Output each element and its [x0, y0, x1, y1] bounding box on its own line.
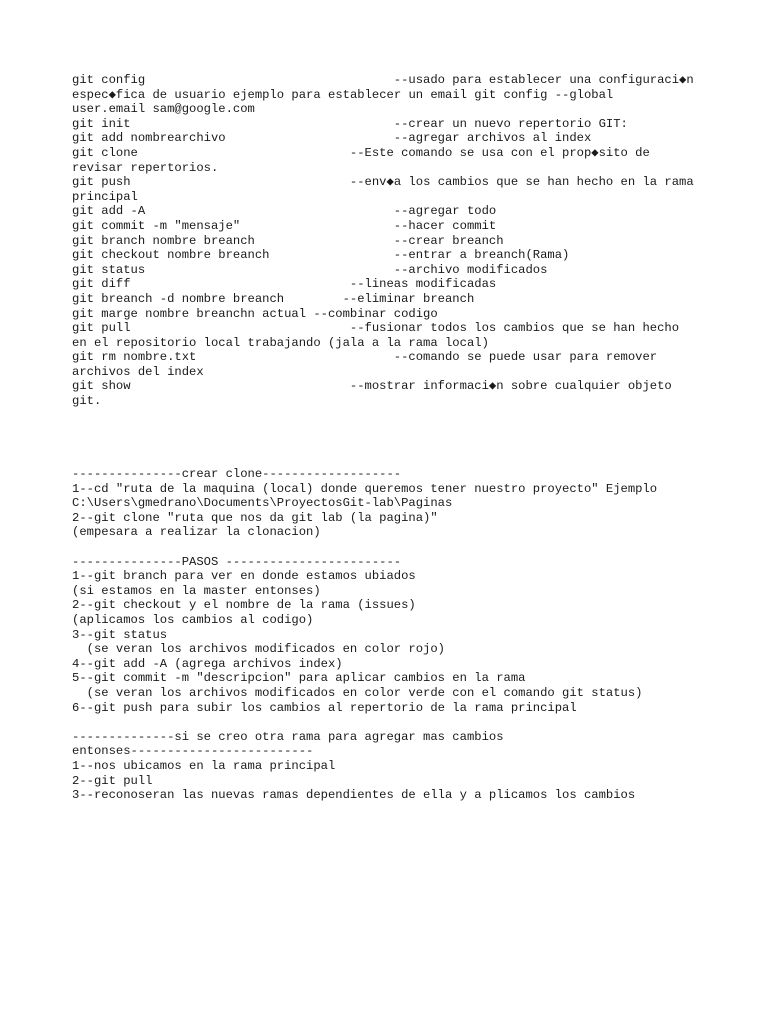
text-line: (si estamos en la master entonses)	[72, 583, 321, 598]
text-line: user.email sam@google.com	[72, 102, 255, 117]
document-page	[72, 73, 762, 803]
text-line: espec◆fica de usuario ejemplo para establecer un email git config --global	[72, 87, 614, 102]
text-line: 3--git status	[72, 627, 168, 642]
section-heading-clone: ---------------crear clone-------------------	[72, 467, 402, 482]
text-line: git rm nombre.txt --comando se puede usar para remover	[72, 350, 658, 365]
blank-line	[72, 540, 762, 555]
text-line: principal	[72, 189, 138, 204]
text-line: git show --mostrar informaci◆n sobre cualquier objeto	[72, 379, 672, 394]
text-line: 2--git clone "ruta que nos da git lab (la pagina)"	[72, 510, 438, 525]
text-line: git marge nombre breanchn actual --combinar codigo	[72, 306, 438, 321]
blank-line	[72, 423, 762, 438]
text-line: git status --archivo modificados	[72, 262, 548, 277]
text-line: git diff --lineas modificadas	[72, 277, 497, 292]
text-line: git.	[72, 394, 102, 409]
text-line: 5--git commit -m "descripcion" para aplicar cambios en la rama	[72, 671, 526, 686]
text-line: C:\Users\gmedrano\Documents\ProyectosGit-lab\Paginas	[72, 496, 453, 511]
text-line: git push --env◆a los cambios que se han hecho en la rama	[72, 175, 694, 190]
text-line: 2--git checkout y el nombre de la rama (issues)	[72, 598, 416, 613]
text-line: archivos del index	[72, 364, 204, 379]
text-line: 4--git add -A (agrega archivos index)	[72, 656, 343, 671]
text-line: git checkout nombre breanch --entrar a breanch(Rama)	[72, 248, 570, 263]
text-line: entonses-------------------------	[72, 744, 314, 759]
commands-section	[72, 73, 762, 409]
text-line: git add -A --agregar todo	[72, 204, 497, 219]
steps-section	[72, 555, 762, 716]
blank-line	[72, 452, 762, 467]
blank-line	[72, 438, 762, 453]
text-line: git breanch -d nombre breanch --eliminar breanch	[72, 291, 475, 306]
text-line: git commit -m "mensaje" --hacer commit	[72, 218, 497, 233]
text-line: (aplicamos los cambios al codigo)	[72, 612, 314, 627]
text-line: 1--git branch para ver en donde estamos ubiados	[72, 569, 416, 584]
text-line: 1--cd "ruta de la maquina (local) donde queremos tener nuestro proyecto" Ejemplo	[72, 481, 658, 496]
new-branch-section	[72, 730, 762, 803]
text-line: git init --crear un nuevo repertorio GIT:	[72, 116, 628, 131]
section-heading-new-branch: --------------si se creo otra rama para agregar mas cambios	[72, 729, 504, 744]
text-line: git pull --fusionar todos los cambios que se han hecho	[72, 321, 680, 336]
text-line: (empesara a realizar la clonacion)	[72, 525, 321, 540]
text-line: 2--git pull	[72, 773, 153, 788]
text-line: git config --usado para establecer una configuraci◆n	[72, 73, 694, 87]
text-line: 3--reconoseran las nuevas ramas dependientes de ella y a plicamos los cambios	[72, 788, 636, 803]
text-line: revisar repertorios.	[72, 160, 219, 175]
text-line: 6--git push para subir los cambios al repertorio de la rama principal	[72, 700, 577, 715]
section-heading-pasos: ---------------PASOS ------------------------	[72, 554, 402, 569]
text-line: (se veran los archivos modificados en color rojo)	[72, 642, 445, 657]
blank-line	[72, 409, 762, 424]
blank-line	[72, 715, 762, 730]
text-line: git branch nombre breanch --crear breanch	[72, 233, 504, 248]
text-line: en el repositorio local trabajando (jala a la rama local)	[72, 335, 489, 350]
clone-section	[72, 467, 762, 540]
text-line: (se veran los archivos modificados en color verde con el comando git status)	[72, 685, 643, 700]
text-line: git clone --Este comando se usa con el prop◆sito de	[72, 145, 650, 160]
text-line: git add nombrearchivo --agregar archivos al index	[72, 131, 592, 146]
text-line: 1--nos ubicamos en la rama principal	[72, 758, 336, 773]
